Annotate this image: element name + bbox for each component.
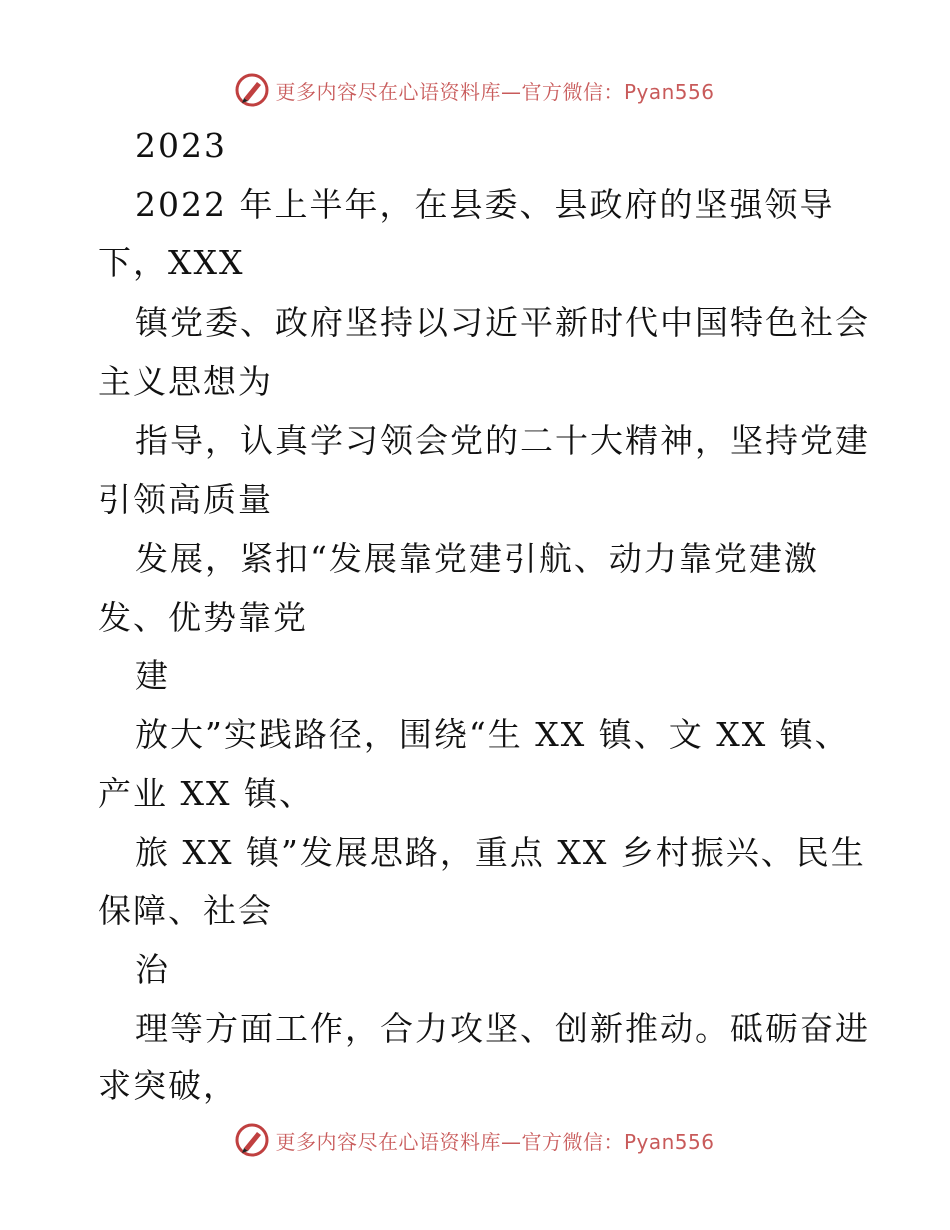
doc-line: 产业 XX 镇、 [98,774,314,813]
doc-line: 2023 [135,126,227,165]
header-watermark-text: 更多内容尽在心语资料库—官方微信：Pyan556 [275,79,715,104]
footer-watermark-text: 更多内容尽在心语资料库—官方微信：Pyan556 [275,1129,715,1154]
doc-line: 治 [135,950,170,989]
pen-logo-icon [235,73,269,107]
header-watermark [0,68,950,112]
doc-line: 放大”实践路径，围绕“生 XX 镇、文 XX 镇、 [135,715,850,754]
doc-line: 镇党委、政府坚持以习近平新时代中国特色社会 [135,303,870,342]
doc-line: 下，XXX [98,243,245,282]
footer-watermark [0,1118,950,1162]
doc-line: 建 [135,656,170,695]
doc-line: 理等方面工作，合力攻坚、创新推动。砥砺奋进 [135,1009,870,1048]
doc-line: 引领高质量 [98,480,273,519]
doc-line: 主义思想为 [98,362,273,401]
pen-logo-icon [235,1123,269,1157]
doc-line: 发展，紧扣“发展靠党建引航、动力靠党建激 [135,539,819,578]
doc-line: 保障、社会 [98,891,273,930]
doc-line: 求突破， [98,1066,238,1105]
doc-line: 指导，认真学习领会党的二十大精神，坚持党建 [135,421,870,460]
doc-line: 2022 年上半年，在县委、县政府的坚强领导 [135,185,835,224]
doc-line: 发、优势靠党 [98,598,308,637]
doc-line: 旅 XX 镇”发展思路，重点 XX 乡村振兴、民生 [135,833,866,872]
